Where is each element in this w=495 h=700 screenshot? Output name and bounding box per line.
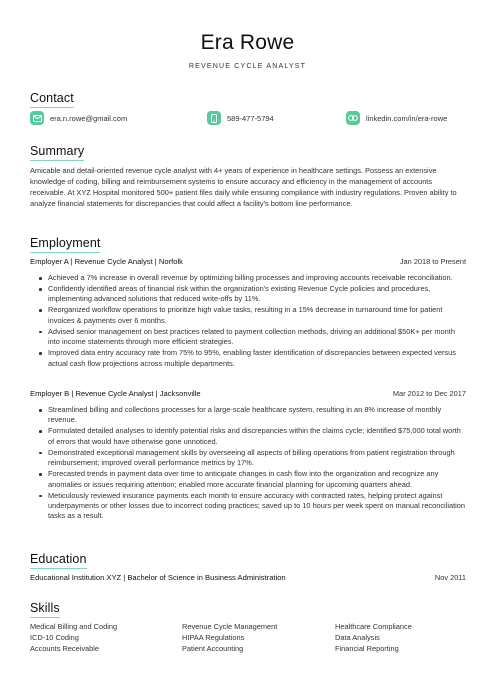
skill-item: Accounts Receivable xyxy=(30,644,100,653)
contact-row xyxy=(30,110,466,126)
skill-item: Financial Reporting xyxy=(335,644,399,653)
skill-item: HIPAA Regulations xyxy=(182,633,245,642)
heading-underline xyxy=(30,252,100,254)
skill-item: Healthcare Compliance xyxy=(335,622,412,631)
skill-item: Revenue Cycle Management xyxy=(182,622,278,631)
education-heading-text: Education xyxy=(30,552,87,566)
summary-heading xyxy=(30,144,84,158)
heading-underline xyxy=(30,107,74,109)
candidate-name: Era Rowe xyxy=(200,31,295,54)
education-date: Nov 2011 xyxy=(434,573,466,582)
heading-underline xyxy=(30,617,60,619)
education-entry xyxy=(30,573,466,584)
phone-text[interactable]: 589-477-5794 xyxy=(227,113,274,123)
list-item: Meticulously reviewed insurance payments each month to ensure accuracy with contracted rates, helping protect against underpayments or other losses due to incorrect coding practices; saved up to 10 hours per week spent on manual reconciliation tasks as a result. xyxy=(38,491,466,522)
heading-underline xyxy=(30,160,84,162)
list-item: Advised senior management on best practices related to payment collection methods, driving an additional $50K+ per month into income statements through more efficient strategies. xyxy=(38,327,466,348)
job-dates: Mar 2012 to Dec 2017 xyxy=(392,389,466,398)
education-title: Educational Institution XYZ | Bachelor of Science in Business Administration xyxy=(30,573,286,582)
link-icon xyxy=(346,111,360,125)
email-icon xyxy=(30,111,44,125)
contact-email[interactable] xyxy=(30,110,127,126)
job-role: REVENUE CYCLE ANALYST xyxy=(188,63,307,70)
linkedin-text[interactable]: linkedin.com/in/era-rowe xyxy=(366,113,448,123)
contact-phone[interactable] xyxy=(207,110,274,126)
list-item: Improved data entry accuracy rate from 75% to 95%, enabling faster identification of discrepancies between expected versus actual cash flow projections across multiple departments. xyxy=(38,348,466,369)
list-item: Achieved a 7% increase in overall revenue by optimizing billing processes and improving accounts receivable reconciliation. xyxy=(38,273,466,283)
job-bullets-employer-a xyxy=(38,273,466,370)
job-header-employer-a xyxy=(30,257,466,268)
list-item: Confidently identified areas of financial risk within the organization's existing Revenue Cycle policies and procedures, implementing advanced solutions that reduced write-offs by 11%. xyxy=(38,284,466,305)
skill-item: ICD-10 Coding xyxy=(30,633,79,642)
skills-heading-text: Skills xyxy=(30,601,60,615)
skill-item: Patient Accounting xyxy=(182,644,244,653)
employment-heading-text: Employment xyxy=(30,236,101,250)
list-item: Streamlined billing and collections processes for a large-scale healthcare system, resulting in an 8% increase of monthly revenue. xyxy=(38,405,466,426)
job-bullets-employer-b xyxy=(38,405,466,522)
skill-item: Medical Billing and Coding xyxy=(30,622,118,631)
email-text[interactable]: era.n.rowe@gmail.com xyxy=(50,113,128,123)
list-item: Forecasted trends in payment data over time to anticipate changes in cash flow into the organization and recognize any anomalies or issues requiring attention; enabled more accurate financial planning for upcoming quarters ahead. xyxy=(38,469,466,490)
job-dates: Jan 2018 to Present xyxy=(399,257,466,266)
skills-heading xyxy=(30,601,60,615)
list-item: Reorganized workflow operations to prioritize high value tasks, resulting in a 15% decrease in turnaround time for patient invoices & payments over 6 months. xyxy=(38,305,466,326)
summary-heading-text: Summary xyxy=(30,144,85,158)
skill-item: Data Analysis xyxy=(335,633,380,642)
heading-underline xyxy=(30,568,87,570)
contact-heading-text: Contact xyxy=(30,91,74,105)
list-item: Demonstrated exceptional management skills by overseeing all aspects of billing operations from patient registration through reimbursement; improved overall performance metrics by 17%. xyxy=(38,448,466,469)
job-header-employer-b xyxy=(30,389,466,400)
list-item: Formulated detailed analyses to identify potential risks and discrepancies within the claims cycle; identified $75,000 total worth of errors that would have otherwise gone unnoticed. xyxy=(38,426,466,447)
employment-heading xyxy=(30,236,100,250)
summary-text: Amicable and detail-oriented revenue cycle analyst with 4+ years of experience in healthcare settings. Possess an extensive knowledge of coding, billing and reimbursement systems to ensure accuracy and efficiency in the management of accounts receivable. At XYZ Hospital monitored 500+ patient files daily while ensuring compliance with industry regulations. Proven ability to analyze financial statements for discrepancies that could affect a facility's bottom line performance. xyxy=(30,166,457,208)
education-heading xyxy=(30,552,87,566)
contact-heading xyxy=(30,91,74,105)
phone-icon xyxy=(207,111,221,125)
job-title: Employer A | Revenue Cycle Analyst | Norfolk xyxy=(30,257,183,266)
job-title: Employer B | Revenue Cycle Analyst | Jacksonville xyxy=(30,389,201,398)
contact-linkedin[interactable] xyxy=(346,110,447,126)
